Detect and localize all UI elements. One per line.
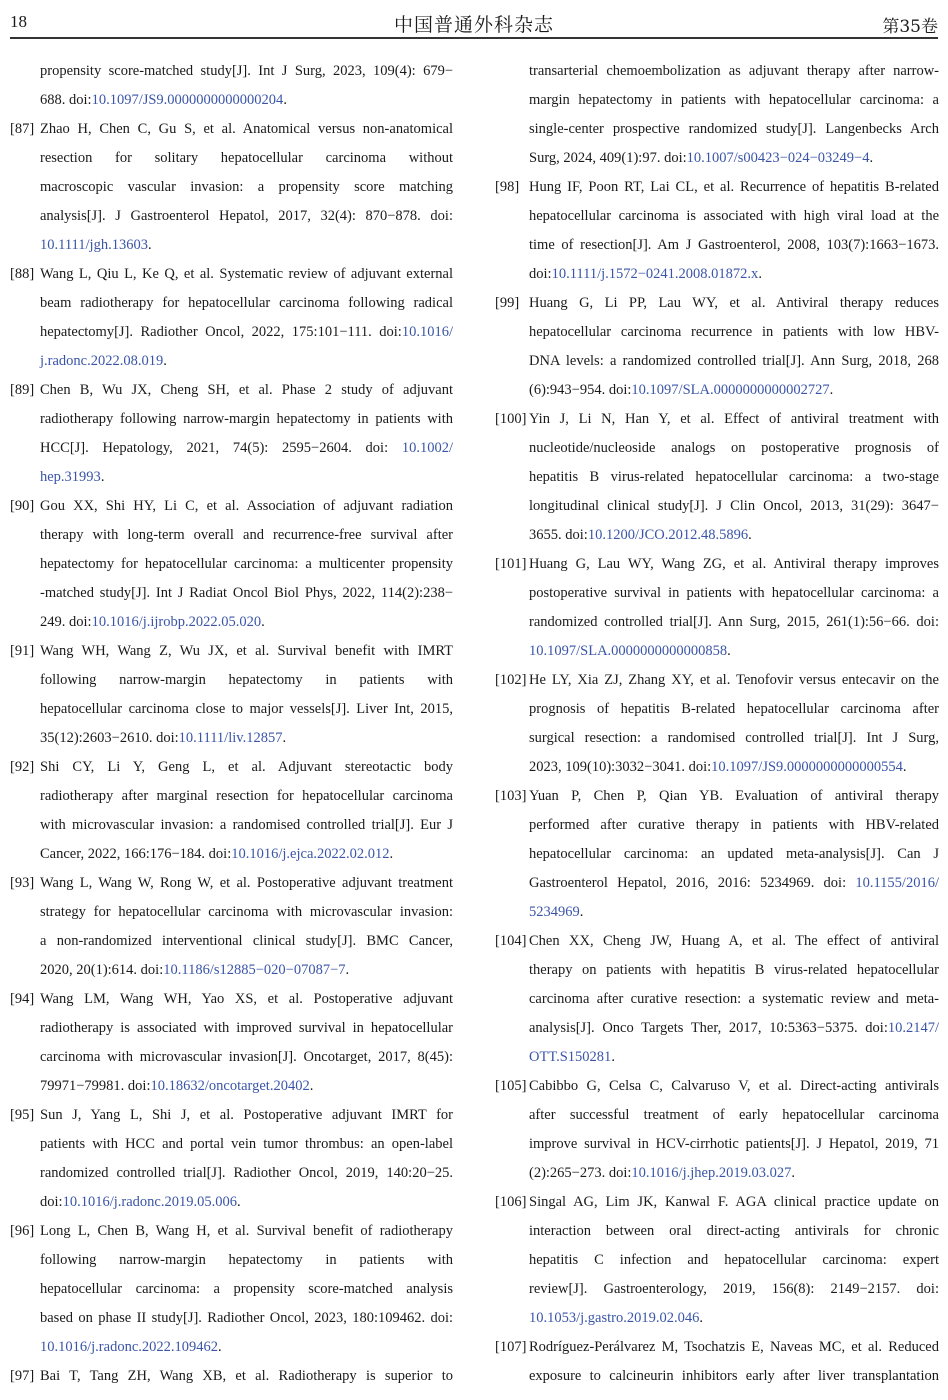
citation-text: HCC[J]. Hepatology, 2021, 74(5): 2595−2604. doi: <box>40 440 402 456</box>
reference-number: [96] <box>10 1223 35 1239</box>
citation-text: propensity score-matched study[J]. Int J Surg, 2023, 109(4): 679− <box>40 63 453 79</box>
reference-line <box>529 260 939 289</box>
doi-link[interactable]: 10.18632/oncotarget.20402 <box>150 1078 310 1094</box>
reference-line <box>529 1275 939 1304</box>
reference-number: [87] <box>10 121 35 137</box>
reference-number: [98] <box>495 179 520 195</box>
reference-line <box>40 1043 453 1072</box>
citation-text: hepatectomy for hepatocellular carcinoma: a multicenter propensity <box>40 556 453 572</box>
reference-line <box>40 376 453 405</box>
citation-text: hepatitis C infection and hepatocellular carcinoma: expert <box>529 1252 939 1268</box>
citation-text: based on phase II study[J]. Radiother Oncol, 2023, 180:109462. doi: <box>40 1310 453 1326</box>
reference-line <box>40 434 453 463</box>
citation-text: hepatocellular carcinoma: an updated meta-analysis[J]. Can J <box>529 846 939 862</box>
reference-line <box>40 898 453 927</box>
citation-text: 3655. doi: <box>529 527 588 543</box>
reference-entry <box>495 1333 939 1391</box>
citation-text: interaction between oral direct-acting antivirals for chronic <box>529 1223 939 1239</box>
reference-line <box>40 1275 453 1304</box>
reference-line <box>529 550 939 579</box>
reference-column-left <box>10 57 453 1391</box>
citation-end-punct: . <box>727 643 731 659</box>
citation-text: Wang L, Qiu L, Ke Q, et al. Systematic review of adjuvant external <box>40 266 453 282</box>
doi-link[interactable]: 10.1186/s12885−020−07087−7 <box>163 962 346 978</box>
reference-line <box>40 1304 453 1333</box>
reference-line <box>40 1362 453 1391</box>
citation-text: 2020, 20(1):614. doi: <box>40 962 164 978</box>
citation-text: radiotherapy after marginal resection for hepatocellular carcinoma <box>40 788 453 804</box>
reference-entry <box>10 1217 453 1362</box>
doi-link[interactable]: hep.31993 <box>40 469 101 485</box>
reference-line <box>529 1043 939 1072</box>
reference-number: [104] <box>495 933 527 949</box>
reference-line <box>40 318 453 347</box>
doi-link[interactable]: 10.1016/ <box>401 324 453 340</box>
citation-text: longitudinal clinical study[J]. J Clin Oncol, 2013, 31(29): 3647− <box>529 498 939 514</box>
doi-link[interactable]: 10.1111/liv.12857 <box>178 730 283 746</box>
reference-line <box>529 376 939 405</box>
doi-link[interactable]: 10.1155/2016/ <box>855 875 939 891</box>
reference-number: [94] <box>10 991 35 1007</box>
citation-end-punct: . <box>748 527 752 543</box>
reference-line <box>40 811 453 840</box>
citation-text: following narrow-margin hepatectomy in patients with <box>40 672 453 688</box>
doi-link[interactable]: 10.1016/j.jhep.2019.03.027 <box>631 1165 792 1181</box>
citation-text: hepatectomy[J]. Radiother Oncol, 2022, 175:101−111. doi: <box>40 324 402 340</box>
reference-number: [102] <box>495 672 527 688</box>
citation-text: prognosis of hepatitis B-related hepatocellular carcinoma after <box>529 701 939 717</box>
doi-link[interactable]: 10.1200/JCO.2012.48.5896 <box>587 527 749 543</box>
reference-line <box>40 840 453 869</box>
citation-text: radiotherapy is associated with improved survival in hepatocellular <box>40 1020 453 1036</box>
citation-end-punct: . <box>699 1310 703 1326</box>
reference-number: [105] <box>495 1078 527 1094</box>
volume-label: 第35卷 <box>882 17 938 37</box>
citation-text: 688. doi: <box>40 92 92 108</box>
citation-text: radiotherapy following narrow-margin hepatectomy in patients with <box>40 411 453 427</box>
reference-line <box>529 1014 939 1043</box>
citation-text: Cancer, 2022, 166:176−184. doi: <box>40 846 232 862</box>
citation-end-punct: . <box>829 382 834 398</box>
citation-text: Hung IF, Poon RT, Lai CL, et al. Recurrence of hepatitis B-related <box>529 179 939 195</box>
citation-end-punct: . <box>282 730 287 746</box>
reference-line <box>529 811 939 840</box>
citation-end-punct: . <box>218 1339 222 1355</box>
doi-link[interactable]: 5234969 <box>529 904 580 920</box>
reference-entry <box>495 173 939 289</box>
citation-text: carcinoma with microvascular invasion[J]. Oncotarget, 2017, 8(45): <box>40 1049 453 1065</box>
reference-line <box>529 898 939 927</box>
reference-line <box>529 463 939 492</box>
citation-text: Wang L, Wang W, Rong W, et al. Postoperative adjuvant treatment <box>40 875 453 891</box>
reference-number: [103] <box>495 788 527 804</box>
reference-number: [97] <box>10 1368 35 1384</box>
citation-text: Shi CY, Li Y, Geng L, et al. Adjuvant stereotactic body <box>40 759 453 775</box>
citation-text: hepatocellular carcinoma recurrence in patients with low HBV- <box>529 324 939 340</box>
doi-link[interactable]: 10.1016/j.radonc.2019.05.006 <box>62 1194 237 1210</box>
reference-entry <box>495 1188 939 1333</box>
reference-entry <box>10 1362 453 1391</box>
reference-line <box>529 579 939 608</box>
reference-line <box>529 115 939 144</box>
citation-end-punct: . <box>100 469 105 485</box>
reference-number: [90] <box>10 498 35 514</box>
citation-end-punct: . <box>791 1165 795 1181</box>
reference-line <box>40 608 453 637</box>
reference-number: [100] <box>495 411 527 427</box>
citation-text: following narrow-margin hepatectomy in patients with <box>40 1252 453 1268</box>
reference-line <box>40 985 453 1014</box>
reference-entry <box>10 1101 453 1217</box>
reference-line <box>529 57 939 86</box>
citation-text: (2):265−273. doi: <box>529 1165 632 1181</box>
reference-entry <box>495 405 939 550</box>
reference-line <box>40 927 453 956</box>
reference-line <box>40 289 453 318</box>
reference-line <box>529 724 939 753</box>
reference-line <box>40 1217 453 1246</box>
reference-line <box>40 86 453 115</box>
reference-line <box>529 840 939 869</box>
reference-line <box>40 695 453 724</box>
reference-entry <box>10 637 453 753</box>
doi-link[interactable]: 10.1007/s00423−024−03249−4 <box>686 150 870 166</box>
reference-line <box>40 492 453 521</box>
reference-line <box>529 144 939 173</box>
reference-line <box>40 637 453 666</box>
reference-line <box>529 666 939 695</box>
citation-end-punct: . <box>389 846 394 862</box>
citation-text: patients with HCC and portal vein tumor thrombus: an open-label <box>40 1136 453 1152</box>
reference-line <box>40 666 453 695</box>
reference-number: [93] <box>10 875 35 891</box>
reference-line <box>40 753 453 782</box>
citation-text: Sun J, Yang L, Shi J, et al. Postoperative adjuvant IMRT for <box>40 1107 453 1123</box>
reference-line <box>40 521 453 550</box>
reference-number: [92] <box>10 759 35 775</box>
citation-text: nucleotide/nucleoside analogs on postoperative prognosis of <box>529 440 939 456</box>
doi-link[interactable]: 10.1111/jgh.13603 <box>40 237 148 253</box>
citation-text: randomized controlled trial[J]. Radiother Oncol, 2019, 140:20−25. <box>40 1165 453 1181</box>
doi-link[interactable]: 10.2147/ <box>887 1020 939 1036</box>
reference-line <box>40 57 453 86</box>
reference-line <box>529 1304 939 1333</box>
reference-number: [89] <box>10 382 35 398</box>
reference-line <box>529 753 939 782</box>
reference-line <box>529 1333 939 1362</box>
citation-text: 79971−79981. doi: <box>40 1078 151 1094</box>
reference-line <box>529 1159 939 1188</box>
reference-line <box>40 1072 453 1101</box>
citation-end-punct: . <box>611 1049 615 1065</box>
reference-line <box>529 521 939 550</box>
citation-text: Yin J, Li N, Han Y, et al. Effect of antiviral treatment with <box>529 411 939 427</box>
citation-text: Rodríguez-Perálvarez M, Tsochatzis E, Naveas MC, et al. Reduced <box>529 1339 939 1355</box>
reference-number: [91] <box>10 643 35 659</box>
citation-text: performed after curative therapy in patients with HBV-related <box>529 817 939 833</box>
citation-text: hepatocellular carcinoma close to major vessels[J]. Liver Int, 2015, <box>40 701 453 717</box>
page-number: 18 <box>10 12 27 31</box>
citation-end-punct: . <box>283 92 287 108</box>
reference-line <box>529 1130 939 1159</box>
citation-text: hepatocellular carcinoma is associated with high viral load at the <box>529 208 939 224</box>
citation-text: Singal AG, Lim JK, Kanwal F. AGA clinical practice update on <box>529 1194 939 1210</box>
reference-number: [95] <box>10 1107 35 1123</box>
citation-text: exposure to calcineurin inhibitors early after liver transplantation <box>529 1368 939 1384</box>
reference-line <box>40 1246 453 1275</box>
citation-text: doi: <box>40 1194 63 1210</box>
citation-text: He LY, Xia ZJ, Zhang XY, et al. Tenofovir versus entecavir on the <box>529 672 939 688</box>
reference-entry <box>495 927 939 1072</box>
doi-link[interactable]: 10.1097/SLA.0000000000002727 <box>631 382 830 398</box>
reference-column-right <box>495 57 939 1391</box>
reference-line <box>529 492 939 521</box>
citation-text: single-center prospective randomized study[J]. Langenbecks Arch <box>529 121 939 137</box>
citation-text: review[J]. Gastroenterology, 2019, 156(8): 2149−2157. doi: <box>529 1281 939 1297</box>
citation-text: postoperative survival in patients with hepatocellular carcinoma: a <box>529 585 939 601</box>
reference-line <box>40 405 453 434</box>
citation-text: resection for solitary hepatocellular carcinoma without <box>40 150 453 166</box>
reference-line <box>529 202 939 231</box>
reference-number: [106] <box>495 1194 527 1210</box>
citation-text: Chen B, Wu JX, Cheng SH, et al. Phase 2 study of adjuvant <box>40 382 453 398</box>
citation-text: Surg, 2024, 409(1):97. doi: <box>529 150 687 166</box>
doi-link[interactable]: 10.1111/j.1572−0241.2008.01872.x <box>551 266 759 282</box>
reference-line <box>529 434 939 463</box>
reference-entry <box>10 115 453 260</box>
citation-text: Long L, Chen B, Wang H, et al. Survival benefit of radiotherapy <box>40 1223 453 1239</box>
reference-line <box>40 956 453 985</box>
reference-entry <box>495 666 939 782</box>
reference-line <box>40 144 453 173</box>
journal-title: 中国普通外科杂志 <box>393 14 554 36</box>
citation-end-punct: . <box>163 353 167 369</box>
citation-end-punct: . <box>345 962 350 978</box>
header-rule <box>10 37 938 39</box>
citation-end-punct: . <box>579 904 584 920</box>
citation-text: Huang G, Lau WY, Wang ZG, et al. Antiviral therapy improves <box>529 556 939 572</box>
reference-entry <box>10 376 453 492</box>
citation-text: 2023, 109(10):3032−3041. doi: <box>529 759 712 775</box>
doi-link[interactable]: 10.1016/j.ejca.2022.02.012 <box>231 846 390 862</box>
reference-line <box>40 1159 453 1188</box>
reference-line <box>529 695 939 724</box>
citation-text: surgical resection: a randomised controlled trial[J]. Int J Surg, <box>529 730 939 746</box>
doi-link[interactable]: j.radonc.2022.08.019 <box>40 353 164 369</box>
reference-line <box>40 231 453 260</box>
reference-line <box>40 260 453 289</box>
citation-text: 249. doi: <box>40 614 92 630</box>
doi-link[interactable]: 10.1016/j.radonc.2022.109462 <box>40 1339 219 1355</box>
doi-link[interactable]: OTT.S150281 <box>529 1049 612 1065</box>
reference-line <box>529 405 939 434</box>
reference-line <box>40 1333 453 1362</box>
reference-number: [101] <box>495 556 527 572</box>
citation-text: analysis[J]. Onco Targets Ther, 2017, 10:5363−5375. doi: <box>529 1020 888 1036</box>
reference-entry <box>10 492 453 637</box>
reference-line <box>529 1217 939 1246</box>
reference-entry <box>495 289 939 405</box>
reference-line <box>529 289 939 318</box>
running-header <box>10 8 938 36</box>
reference-line <box>40 115 453 144</box>
reference-line <box>40 1014 453 1043</box>
reference-line <box>529 782 939 811</box>
reference-line <box>529 86 939 115</box>
citation-end-punct: . <box>902 759 907 775</box>
reference-entry <box>10 57 453 115</box>
reference-line <box>529 231 939 260</box>
reference-line <box>529 1362 939 1391</box>
doi-link[interactable]: 10.1097/JS9.0000000000000204 <box>91 92 284 108</box>
reference-line <box>40 869 453 898</box>
reference-line <box>40 202 453 231</box>
citation-text: time of resection[J]. Am J Gastroenterol, 2008, 103(7):1663−1673. <box>529 237 939 253</box>
doi-link[interactable]: 10.1053/j.gastro.2019.02.046 <box>529 1310 700 1326</box>
reference-line <box>40 782 453 811</box>
citation-text: improve survival in HCV-cirrhotic patients[J]. J Hepatol, 2019, 71 <box>529 1136 939 1152</box>
reference-entry <box>10 985 453 1101</box>
citation-text: therapy with long-term overall and recurrence-free survival after <box>40 527 453 543</box>
reference-entry <box>495 1072 939 1188</box>
citation-text: Cabibbo G, Celsa C, Calvaruso V, et al. Direct-acting antivirals <box>529 1078 939 1094</box>
reference-number: [99] <box>495 295 520 311</box>
citation-end-punct: . <box>236 1194 241 1210</box>
doi-link[interactable]: 10.1002/ <box>401 440 453 456</box>
citation-text: randomized controlled trial[J]. Ann Surg, 2015, 261(1):56−66. doi: <box>529 614 939 630</box>
reference-line <box>40 173 453 202</box>
reference-line <box>529 637 939 666</box>
citation-end-punct: . <box>309 1078 314 1094</box>
reference-line <box>529 318 939 347</box>
reference-line <box>529 347 939 376</box>
citation-text: Yuan P, Chen P, Qian YB. Evaluation of antiviral therapy <box>529 788 939 804</box>
reference-line <box>40 1188 453 1217</box>
citation-text: Bai T, Tang ZH, Wang XB, et al. Radiotherapy is superior to <box>40 1368 453 1384</box>
citation-text: Chen XX, Cheng JW, Huang A, et al. The effect of antiviral <box>529 933 939 949</box>
reference-entry <box>495 57 939 173</box>
doi-link[interactable]: 10.1097/SLA.0000000000000858 <box>529 643 728 659</box>
citation-text: transarterial chemoembolization as adjuvant therapy after narrow- <box>529 63 939 79</box>
citation-end-punct: . <box>758 266 762 282</box>
reference-line <box>40 463 453 492</box>
reference-entry <box>10 869 453 985</box>
citation-text: Gastroenterol Hepatol, 2016, 2016: 5234969. doi: <box>529 875 856 891</box>
citation-end-punct: . <box>147 237 152 253</box>
citation-text: Zhao H, Chen C, Gu S, et al. Anatomical versus non-anatomical <box>40 121 453 137</box>
citation-text: margin hepatectomy in patients with hepatocellular carcinoma: a <box>529 92 939 108</box>
citation-text: after successful treatment of early hepatocellular carcinoma <box>529 1107 939 1123</box>
citation-text: hepatocellular carcinoma: a propensity score-matched analysis <box>40 1281 453 1297</box>
reference-line <box>529 869 939 898</box>
citation-text: carcinoma after curative resection: a systematic review and meta- <box>529 991 939 1007</box>
citation-text: doi: <box>529 266 552 282</box>
citation-text: -matched study[J]. Int J Radiat Oncol Biol Phys, 2022, 114(2):238− <box>40 585 453 601</box>
citation-text: Wang LM, Wang WH, Yao XS, et al. Postoperative adjuvant <box>40 991 453 1007</box>
reference-line <box>40 579 453 608</box>
citation-text: (6):943−954. doi: <box>529 382 632 398</box>
citation-text: Gou XX, Shi HY, Li C, et al. Association of adjuvant radiation <box>40 498 453 514</box>
citation-text: beam radiotherapy for hepatocellular carcinoma following radical <box>40 295 453 311</box>
reference-line <box>40 724 453 753</box>
citation-end-punct: . <box>869 150 874 166</box>
reference-line <box>40 1101 453 1130</box>
citation-text: strategy for hepatocellular carcinoma with microvascular invasion: <box>40 904 453 920</box>
citation-text: Wang WH, Wang Z, Wu JX, et al. Survival benefit with IMRT <box>40 643 453 659</box>
reference-entry <box>10 260 453 376</box>
reference-entry <box>495 550 939 666</box>
citation-text: macroscopic vascular invasion: a propensity score matching <box>40 179 453 195</box>
citation-text: analysis[J]. J Gastroenterol Hepatol, 2017, 32(4): 870−878. doi: <box>40 208 453 224</box>
citation-text: Huang G, Li PP, Lau WY, et al. Antiviral therapy reduces <box>529 295 939 311</box>
reference-number: [88] <box>10 266 35 282</box>
reference-line <box>529 1101 939 1130</box>
reference-line <box>40 550 453 579</box>
reference-entry <box>495 782 939 927</box>
citation-text: a non-randomized interventional clinical study[J]. BMC Cancer, <box>40 933 453 949</box>
citation-text: therapy on patients with hepatitis B virus-related hepatocellular <box>529 962 939 978</box>
doi-link[interactable]: 10.1016/j.ijrobp.2022.05.020 <box>91 614 262 630</box>
reference-line <box>40 347 453 376</box>
reference-line <box>529 173 939 202</box>
reference-line <box>40 1130 453 1159</box>
reference-line <box>529 956 939 985</box>
citation-text: hepatitis B virus-related hepatocellular carcinoma: a two-stage <box>529 469 939 485</box>
reference-line <box>529 985 939 1014</box>
reference-number: [107] <box>495 1339 527 1355</box>
reference-line <box>529 1072 939 1101</box>
citation-text: DNA levels: a randomized controlled trial[J]. Ann Surg, 2018, 268 <box>529 353 939 369</box>
doi-link[interactable]: 10.1097/JS9.0000000000000554 <box>711 759 903 775</box>
citation-text: with microvascular invasion: a randomised controlled trial[J]. Eur J <box>40 817 453 833</box>
reference-line <box>529 1246 939 1275</box>
reference-line <box>529 608 939 637</box>
reference-entry <box>10 753 453 869</box>
reference-line <box>529 1188 939 1217</box>
citation-end-punct: . <box>261 614 265 630</box>
citation-text: 35(12):2603−2610. doi: <box>40 730 179 746</box>
reference-line <box>529 927 939 956</box>
